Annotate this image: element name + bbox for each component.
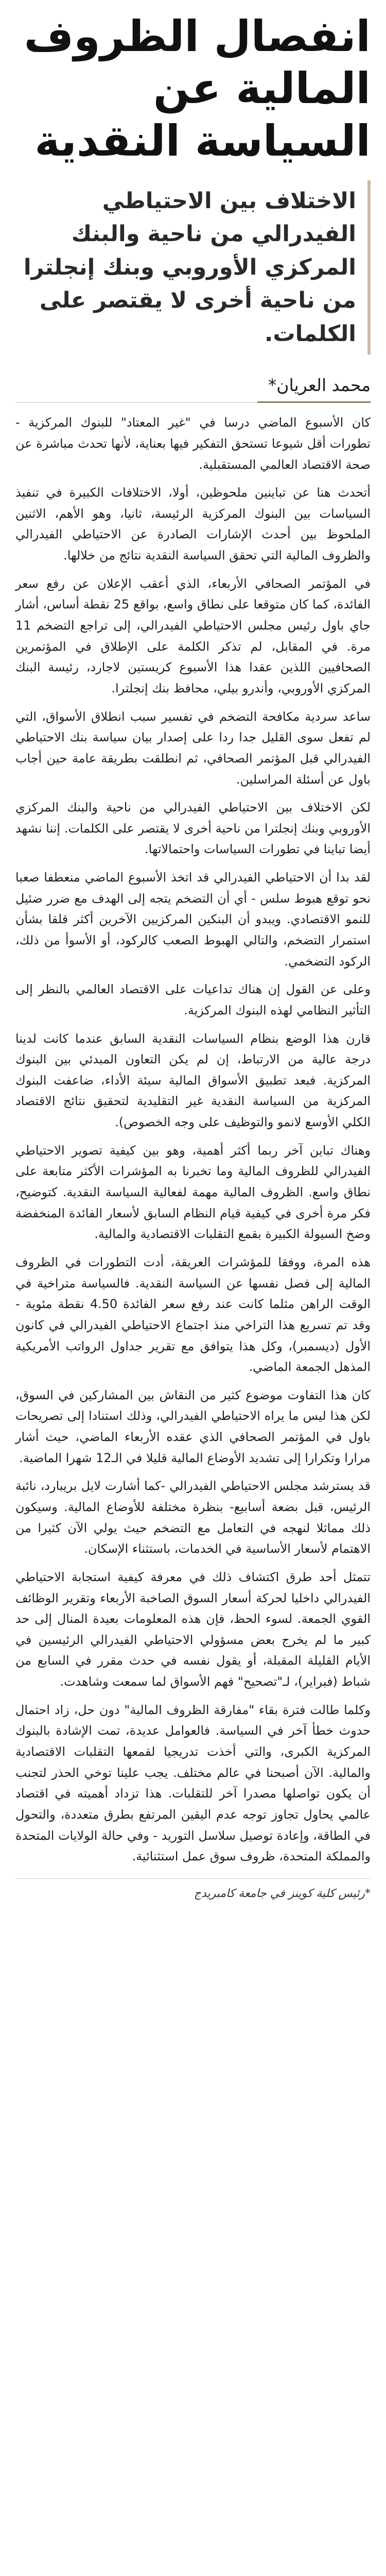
author-byline: محمد العريان*	[15, 375, 371, 403]
article-paragraph: قارن هذا الوضع بنظام السياسات النقدية السابق عندما كانت لدينا درجة عالية من الارتباط، إن لم يكن التعاون المبدئي بين البنوك المركزية. فبعد تطبيق الأسواق المالية سيئة الأداء، ضاعفت البنوك المركزية من السياسة النقدية غير التقليدية لتحقيق نتائج الاقتصاد الكلي الأوسع لانمو والتوظيف على وجه الخصوص).	[15, 1031, 371, 1130]
article-headline: انفصال الظروف المالية عن السياسة النقدية	[24, 11, 371, 166]
footnote-divider	[15, 1878, 371, 1879]
article-paragraph: كان هذا التفاوت موضوع كثير من النقاش بين المشاركين في السوق، لكن هذا ليس ما يراه الاحتياطي الفيدرالي، وذلك استنادا إلى تصريحات باول في المؤتمر الصحافي الذي عقده الأربعاء الماضي، حيث أشار مرارا وتكرارا إلى تشديد الأوضاع المالية قليلا في الـ12 شهرا الماضية.	[15, 1387, 371, 1465]
article-deck: الاختلاف بين الاحتياطي الفيدرالي من ناحية والبنك المركزي الأوروبي وبنك إنجلترا من ناحية أخرى لا يقتصر على الكلمات.	[15, 180, 371, 355]
article-body	[15, 412, 371, 1867]
article-paragraph: وعلى عن القول إن هناك تداعيات على الاقتصاد العالمي بالنظر إلى التأثير النظامي لهذه البنوك المركزية.	[15, 982, 371, 1018]
article-paragraph: وهناك تباين آخر ربما أكثر أهمية، وهو بين كيفية تصوير الاحتياطي الفيدرالي للظروف المالية وما تخبرنا به المؤشرات الأكثر متابعة على نطاق واسع. الظروف المالية مهمة لفعالية السياسة النقدية. كتوضيح، فكر مرة أخرى في كيفية قيام النظام السابق لأسعار الفائدة المنخفضة وضخ السيولة الكبيرة بقمع التقلبات الاقتصادية والمالية.	[15, 1143, 371, 1242]
article-paragraph: كان الأسبوع الماضي درسا في "غير المعتاد" للبنوك المركزية - تطورات أقل شيوعا تستحق التفكير فيها بعناية، لأنها تحدث مباشرة عن صحة الاقتصاد العالمي المستقبلية.	[15, 415, 371, 472]
article-paragraph: هذه المرة، ووفقا للمؤشرات العريقة، أدت التطورات في الظروف المالية إلى فصل نفسها عن السياسة النقدية. فالسياسة متراخية في الوقت الراهن مثلما كانت عند رفع سعر الفائدة 4.50 نقطة مئوية - وقد تم تسريع هذا التراخي منذ اجتماع الاحتياطي الفيدرالي في كانون الأول (ديسمبر)، وكل هذا يتوافق مع تقرير جداول الرواتب الأمريكية المذهل الجمعة الماضي.	[15, 1255, 371, 1375]
article-paragraph: قد يسترشد مجلس الاحتياطي الفيدرالي -كما أشارت لايل بريبارد، نائبة الرئيس، قبل بضعة أسابيع- بنظرة مختلفة للأوضاع المالية. وسيكون ذلك مماثلا لنهجه في التعامل مع التضخم حيث يولي الآن كثيرا من الاهتمام لأسعار الأساسية في الخدمات، باستثناء الإسكان.	[15, 1479, 371, 1556]
article-paragraph: تتمثل أحد طرق اكتشاف ذلك في معرفة كيفية استجابة الاحتياطي الفيدرالي داخليا لحركة أسعار السوق الصاخبة الأربعاء وتقرير الوظائف القوي الجمعة. لسوء الحظ، فإن هذه المعلومات بعيدة المنال إلى حد كبير ما لم يخرج بعض مسؤولي الاحتياطي الفيدرالي الرئيسين في الأيام القليلة المقبلة، أو يقول نفسه في حدث مقرر في السابع من شباط (فبراير)، لـ"تصحيح" فهم الأسواق لما سمعت وشاهدت.	[15, 1569, 371, 1689]
article-paragraph: أتحدث هنا عن تباينين ملحوظين، أولا، الاختلافات الكبيرة في تنفيذ السياسات بين البنوك المركزية الرئيسة، ثانيا، وهو الأهم، الاثنين الملحوظ بين أحدث الإشارات الصادرة عن الاحتياطي الفيدرالي والظروف المالية التي تحقق السياسة النقدية نتائج من خلالها.	[15, 485, 371, 563]
article-paragraph: ساعد سردية مكافحة التضخم في تفسير سبب انطلاق الأسواق، التي لم تفعل سوى القليل جدا ردا على إصدار بيان سياسة بنك الاحتياطي الفيدرالي قبل المؤتمر الصحافي، ثم انطلقت بطريقة عامة حين أجاب باول عن أسئلة المراسلين.	[15, 709, 371, 787]
article-paragraph: وكلما طالت فترة بقاء "مفارقة الظروف المالية" دون حل، زاد احتمال حدوث خطأ آخر في السياسة. فالعوامل عديدة، تمت الإشادة بالبنوك المركزية الكبرى، والتي أخذت تدريجيا لقمعها التقلبات الاقتصادية والمالية. الآن أصبحنا في عالم مختلف. يجب علينا توخي الحذر لتجنب أن يكون تواصلها مصدرا آخر للتقلبات. هذا تزداد أهميته في اقتصاد عالمي يحاول تجاوز توجه عدم اليقين المرتفع بطرق متعددة، والتحول في الطاقة، وإعادة توصيل سلاسل التوريد - وفي حالة الولايات المتحدة والمملكة المتحدة، ظروف سوق عمل استثنائية.	[15, 1702, 371, 1864]
author-footnote: *رئيس كلية كوينز في جامعة كامبريدج	[194, 1887, 371, 1900]
article-paragraph: لكن الاختلاف بين الاحتياطي الفيدرالي من ناحية والبنك المركزي الأوروبي وبنك إنجلترا من ناحية أخرى لا يقتصر على الكلمات. إننا نشهد أيضا تباينا في تطورات السياسات واحتمالاتها.	[15, 800, 371, 857]
article-paragraph: في المؤتمر الصحافي الأربعاء، الذي أعقب الإعلان عن رفع سعر الفائدة، كما كان متوقعا على نطاق واسع، بواقع 25 نقطة أساس، أشار جاي باول رئيس مجلس الاحتياطي الفيدرالي، إلى تراجع التضخم 11 مرة. في المقابل، لم تذكر الكلمة على الإطلاق في المؤتمرين الصحافيين اللذين عقدا هذا الأسبوع كريستين لاجارد، رئيسة البنك المركزي الأوروبي، وأندرو بيلي، محافظ بنك إنجلترا.	[15, 576, 371, 696]
article-paragraph: لقد بدا أن الاحتياطي الفيدرالي قد اتخذ الأسبوع الماضي منعطفا صعبا نحو توقع هبوط سلس - أي أن التضخم يتجه إلى الهدف مع ضرر ضئيل للنمو الاقتصادي. ويبدو أن البنكين المركزيين الآخرين أكثر قلقا بشأن استمرار التضخم، والتالي الهبوط الصعب كالركود، أو الأسوأ من ذلك، الركود التضخمي.	[15, 870, 371, 969]
